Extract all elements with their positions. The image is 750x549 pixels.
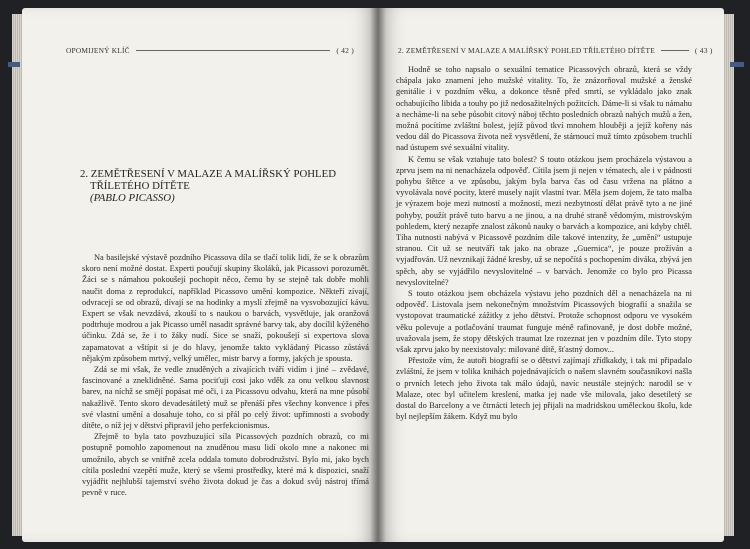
- chapter-heading-line-1: 2. ZEMĚTŘESENÍ V MALAZE A MALÍŘSKÝ POHLED: [80, 168, 337, 180]
- paragraph: K čemu se však vztahuje tato bolest? S touto otázkou jsem procházela výstavou a zprvu jsem na ni nenacházela odpověď. Cítila jsem ji nejen v tématech, ale i v pádnosti pohybu štětce a ve způsobu, jakým byla barva čas od času vržena na plátno a vyvolávala nové pocity, které musely najít vlastní tvar. Měla jsem dojem, že tato malba je výrazem boje mezi nutností a možností, mezi nezbytností dělat právě tyto a ne jiné pohyby, použít právě tuto barvu a ne jinou, a na druhé straně vědomým, mistrovským pohledem, který nezapře znalost zákonů nauky o barvách a kompozice, ani kdyby chtěl. Tíha nutnosti nabývá v Picassově pozdním díle takové intenzity, že „umění“ ustupuje stranou. Cit už se neutváří tak jako na obraze „Guernica“, je pouze prožíván a vyjadřován. Už nevznikají žádné kresby, už se nepočítá s pochopením diváka, zbývá jen spěch, aby se vyjádřilo nevyslovitelné – v barvách. Jenomže co bylo pro Picassa nevyslovitelné?: [396, 154, 692, 287]
- left-page: [22, 8, 378, 542]
- left-running-head: [66, 46, 354, 55]
- chapter-heading: [80, 168, 360, 204]
- left-header-rule: [136, 50, 331, 51]
- paragraph: Přestože vím, že autoři biografií se o dětství zajímají zřídkakdy, i tak mi připadalo zvláštní, že jsem v tolika knihách pojednávajících o našem slavném současníkovi našla o prvních letech jeho života tak málo údajů, navíc neustále stejných: narodil se v Malaze, otec byl učitelem kreslení, matka jej nade vše milovala, jako desetiletý se dostal do Barcelony a ve čtrnácti letech jej přijali na madridskou uměleckou školu, kde byl nejlepším žákem. Když mu bylo: [396, 356, 692, 422]
- right-running-head-title: 2. ZEMĚTŘESENÍ V MALAZE A MALÍŘSKÝ POHLED TŘÍLETÉHO DÍTĚTE: [398, 46, 655, 55]
- left-running-head-title: OPOMIJENÝ KLÍČ: [66, 46, 130, 55]
- right-page: [378, 8, 724, 542]
- left-body-text: [82, 252, 369, 498]
- chapter-heading-subtitle: (PABLO PICASSO): [90, 192, 175, 204]
- right-running-head: [398, 46, 713, 55]
- paragraph: S touto otázkou jsem obcházela výstavu jeho pozdních děl a nenacházela na ni odpověď. Listovala jsem nekonečným množstvím Picassových biografií a snažila se vystopovat traumatické zážitky z jeho dětství. Protože schopnost odporu ve vysokém věku polevuje a potlačování traumat funguje méně rafinovaně, je dost dobře možné, uvažovala jsem, že stopy dětských traumat lze rozeznat jen v pozdním díle. Tyto stopy však zprvu jako by neexistovaly: milované dítě, šťastný domov...: [396, 289, 692, 355]
- paragraph: Zdá se mi však, že vedle znuděných a zívajících tváří vidím i jiné – zvědavé, fascinované a zneklidněné. Sama pociťuji cosi jako vděk za onu velkou slavnost barev, na níchž se smějí popásat mé oči, i za Picassovu odvahu, která na mne působí nakažlivě. Tento skoro devadesátiletý muž se přenáší přes všechny konvence i přes své vlastní umění a dosahuje toho, co si přál po celý život: upřímnosti a svobody dítěte, o níž jej v dětství připravil jeho perfekcionismus.: [82, 365, 369, 431]
- right-page-number: ( 43 ): [694, 46, 713, 55]
- right-header-rule: [661, 50, 689, 51]
- left-page-edges: [12, 14, 22, 536]
- chapter-heading-line-2: TŘÍLETÉHO DÍTĚTE: [90, 180, 190, 192]
- paragraph: Hodně se toho napsalo o sexuální tematice Picassových obrazů, která se vždy chápala jako znamení jeho mužské vitality. To, že znázorňoval mužské a ženské genitálie i v pozdním věku, a dokonce těsně před smrtí, se vykládalo jako znak ochabujícího libida a touhy po již nedosažitelných požitcích. Dáme-li si však tu námahu a necháme-li na sebe působit citový náboj těchto posledních obrazů nahých mužů a žen, možná pocítíme zvláštní bolest, jejíž původ tkví mnohem hlouběji a jejíž kořeny nás vedou dál do Picassova života než vysvětlení, že stárnoucí muž tímto způsobem truchlí nad ústupem své sexuální vitality.: [396, 65, 692, 153]
- paragraph: Zřejmě to byla tato povzbuzující síla Picassových pozdních obrazů, co mi postupně pomohlo zapomenout na znuděnou masu lidí okolo mne a nakonec mi umožnilo, abych se vnitřně zcela oddala tomuto dobrodružství. Bylo mi, jako bych cítila poslední vzepětí muže, který se všemi prostředky, které má k dispozici, snaží vyjádřit nejhlubší tajemství svého života dokud je čas a dokud svůj nástroj třímá pevně v ruce.: [82, 432, 369, 498]
- bookmark-ribbon-right: [730, 62, 744, 67]
- paragraph: Na basilejské výstavě pozdního Picassova díla se tlačí tolik lidí, že se k obrazům skoro není možné dostat. Experti poučují skupiny školáků, jak Picassovi porozumět. Žáci se s námahou pokoušejí pochopit něco, čemu by se stejně tak dobře mohli naučit doma z reprodukcí, například Picassovo umění kompozice. Někteří zívají, odvracejí se od obrazů, dívají se na hodinky a myslí zřejmě na vysvobozující kávu. Expert se však nevzdává, zkouší to s naukou o barvách, vysvětluje, jak oranžová podtrhuje modrou a jak Picasso uměl nasadit správné barvy tak, aby docílil kýženého účinku. Zdá se, že i to žáky nudí. Sice se snaží, pokoušejí si expertova slova zapamatovat a vštípit si je do hlavy, jenomže takto vykládaný Picasso zůstává nějakým způsobem mrtvý, velký umělec, mistr barvy a formy, jakých je spousta.: [82, 253, 369, 363]
- bookmark-ribbon-left: [8, 62, 20, 67]
- right-body-text: [396, 64, 692, 423]
- left-page-number: ( 42 ): [336, 46, 354, 55]
- right-page-edges: [724, 14, 734, 536]
